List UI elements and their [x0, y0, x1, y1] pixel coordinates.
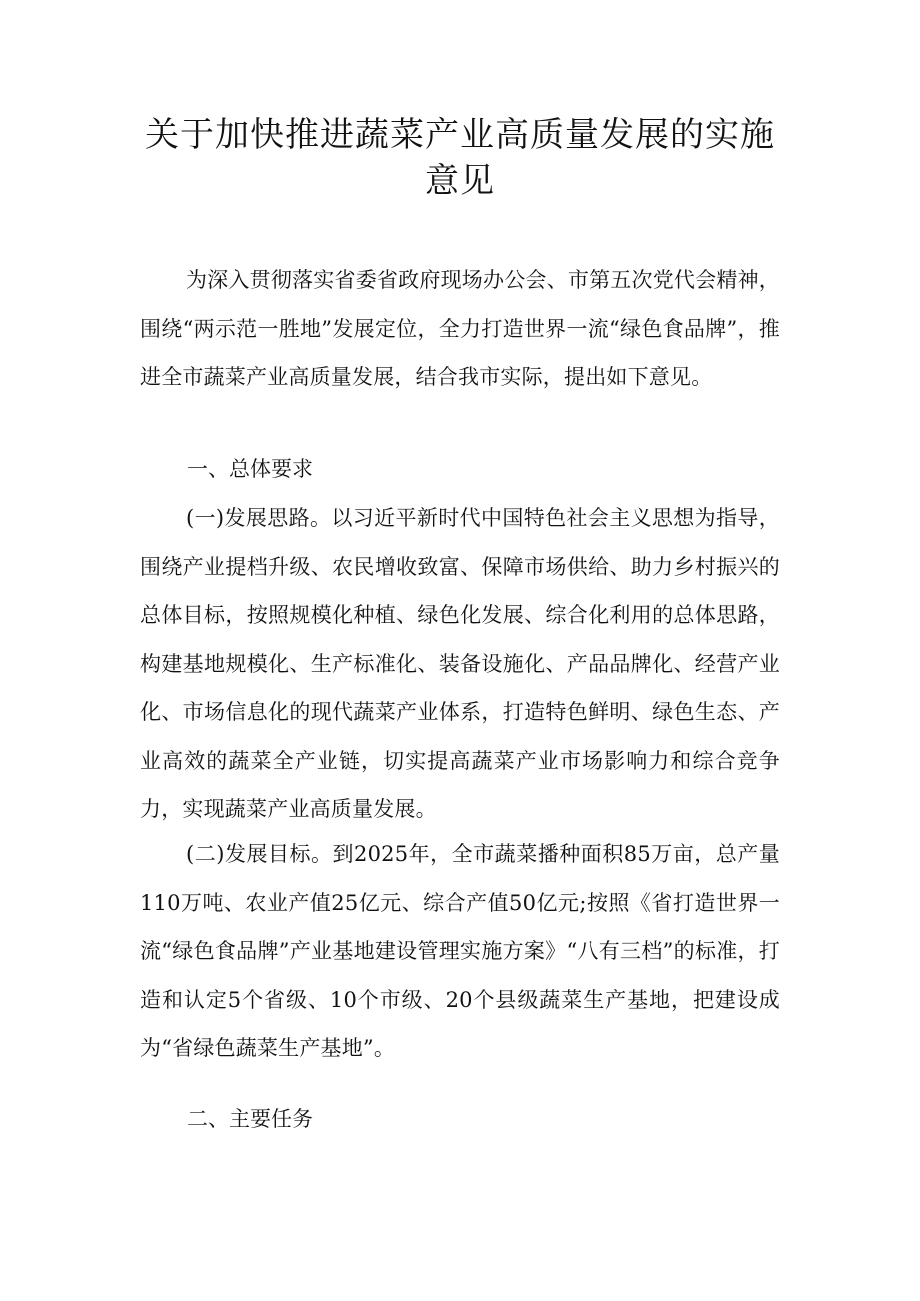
paragraph-development-approach: (一)发展思路。以习近平新时代中国特色社会主义思想为指导，围绕产业提档升级、农民增收致富、保障市场供给、助力乡村振兴的总体目标，按照规模化种植、绿色化发展、综合化利用的总体思路，构建基地规模化、生产标准化、装备设施化、产品品牌化、经营产业化、市场信息化的现代蔬菜产业体系，打造特色鲜明、绿色生态、产业高效的蔬菜全产业链，切实提高蔬菜产业市场影响力和综合竞争力，实现蔬菜产业高质量发展。 — [140, 506, 780, 821]
paragraph-development-goals: (二)发展目标。到2025年，全市蔬菜播种面积85万亩，总产量110万吨、农业产值25亿元、综合产值50亿元;按照《省打造世界一流“绿色食品牌”产业基地建设管理实施方案》“八有三档”的标准，打造和认定5个省级、10个市级、20个县级蔬菜生产基地，把建设成为“省绿色蔬菜生产基地”。 — [140, 842, 780, 1060]
document-title: 关于加快推进蔬菜产业高质量发展的实施意见 — [145, 115, 775, 201]
section-heading-main-tasks: 二、主要任务 — [187, 1107, 313, 1131]
intro-paragraph: 为深入贯彻落实省委省政府现场办公会、市第五次党代会精神，围绕“两示范一胜地”发展定位，全力打造世界一流“绿色食品牌”，推进全市蔬菜产业高质量发展，结合我市实际，提出如下意见。 — [140, 268, 780, 389]
section-heading-general-requirements: 一、总体要求 — [187, 457, 313, 481]
